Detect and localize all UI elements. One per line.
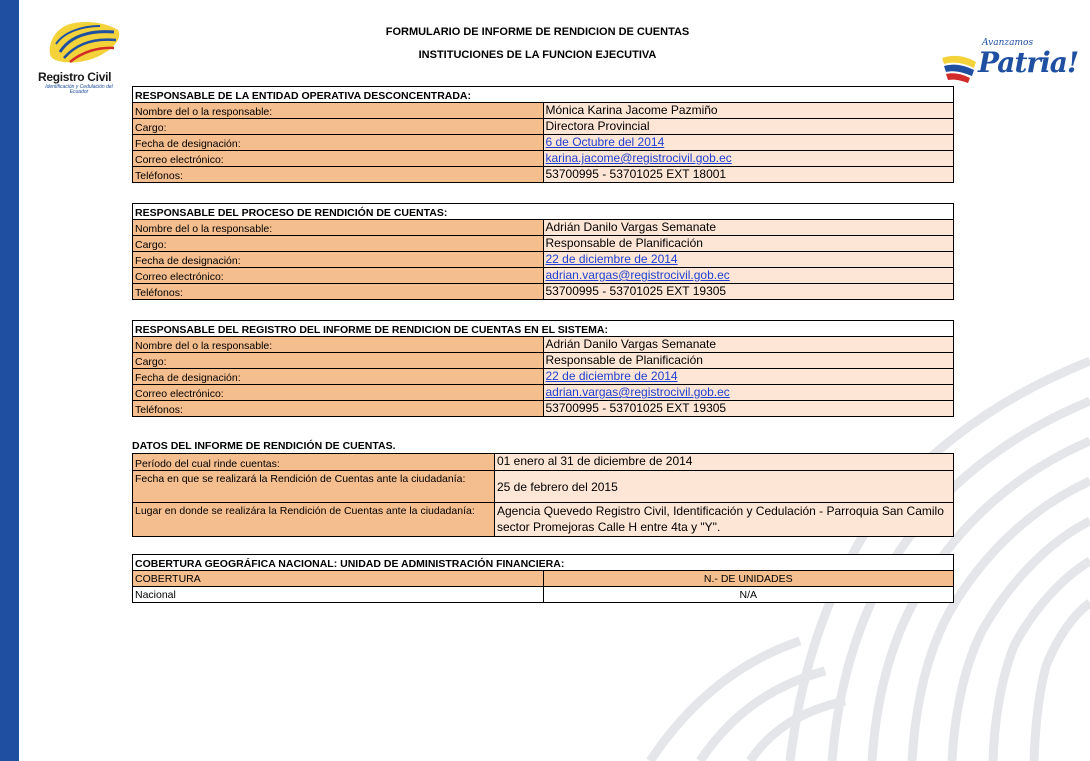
field-label: Correo electrónico:	[133, 151, 544, 167]
section-heading: RESPONSABLE DEL PROCESO DE RENDICIÓN DE CUENTAS:	[133, 204, 954, 220]
field-label: Fecha de designación:	[133, 369, 544, 385]
position-value: Responsable de Planificación	[543, 353, 954, 369]
field-label: Teléfonos:	[133, 401, 544, 417]
designation-date-link[interactable]: 22 de diciembre de 2014	[545, 369, 678, 383]
responsible-name-value: Mónica Karina Jacome Pazmiño	[543, 103, 954, 119]
field-label: Fecha de designación:	[133, 135, 544, 151]
designation-date-link[interactable]: 22 de diciembre de 2014	[545, 252, 678, 266]
field-label: Teléfonos:	[133, 284, 544, 300]
field-label: Nombre del o la responsable:	[133, 103, 544, 119]
coverage-column-header: COBERTURA	[133, 571, 544, 587]
entity-responsible-table	[132, 86, 954, 183]
report-data-table	[132, 453, 954, 537]
patria-text: Patria!	[978, 46, 1079, 79]
section-heading: RESPONSABLE DE LA ENTIDAD OPERATIVA DESCONCENTRADA:	[133, 87, 954, 103]
field-label: Cargo:	[133, 236, 544, 252]
left-accent-bar	[0, 0, 19, 761]
phones-value: 53700995 - 53701025 EXT 19305	[543, 284, 954, 300]
form-subtitle: INSTITUCIONES DE LA FUNCION EJECUTIVA	[418, 49, 657, 61]
system-registry-responsible-table	[132, 320, 954, 417]
responsible-name-value: Adrián Danilo Vargas Semanate	[543, 337, 954, 353]
position-value: Responsable de Planificación	[543, 236, 954, 252]
email-link[interactable]: adrian.vargas@registrocivil.gob.ec	[545, 385, 730, 399]
field-label: Correo electrónico:	[133, 268, 544, 284]
responsible-name-value: Adrián Danilo Vargas Semanate	[543, 220, 954, 236]
email-link[interactable]: karina.jacome@registrocivil.gob.ec	[545, 151, 732, 165]
designation-date-link[interactable]: 6 de Octubre del 2014	[545, 135, 665, 149]
units-column-header: N.- DE UNIDADES	[543, 571, 954, 587]
phones-value: 53700995 - 53701025 EXT 18001	[543, 167, 954, 183]
avanzamos-text: Avanzamos	[982, 38, 1034, 48]
registro-civil-logo-subtitle: Identificación y Cedulación del Ecuador	[45, 84, 113, 95]
report-period-value: 01 enero al 31 de diciembre de 2014	[495, 454, 954, 471]
report-place-value: Agencia Quevedo Registro Civil, Identificación y Cedulación - Parroquia San Camilo sector Promejoras Calle H entre 4ta y "Y".	[495, 503, 954, 537]
field-label: Cargo:	[133, 119, 544, 135]
section-heading: COBERTURA GEOGRÁFICA NACIONAL: UNIDAD DE ADMINISTRACIÓN FINANCIERA:	[133, 555, 954, 571]
field-label: Período del cual rinde cuentas:	[133, 454, 495, 471]
form-title: FORMULARIO DE INFORME DE RENDICION DE CUENTAS	[385, 26, 690, 38]
field-label: Nombre del o la responsable:	[133, 220, 544, 236]
field-label: Teléfonos:	[133, 167, 544, 183]
field-label: Nombre del o la responsable:	[133, 337, 544, 353]
accountability-process-responsible-table	[132, 203, 954, 300]
coverage-row-label: Nacional	[133, 587, 544, 603]
field-label: Lugar en donde se realizára la Rendición de Cuentas ante la ciudadanía:	[133, 503, 495, 537]
email-link[interactable]: adrian.vargas@registrocivil.gob.ec	[545, 268, 730, 282]
ecuador-map-icon	[30, 14, 130, 70]
field-label: Cargo:	[133, 353, 544, 369]
phones-value: 53700995 - 53701025 EXT 19305	[543, 401, 954, 417]
field-label: Fecha de designación:	[133, 252, 544, 268]
report-data-heading: DATOS DEL INFORME DE RENDICIÓN DE CUENTAS.	[132, 440, 396, 452]
field-label: Correo electrónico:	[133, 385, 544, 401]
field-label: Fecha en que se realizará la Rendición de Cuentas ante la ciudadanía:	[133, 471, 495, 503]
section-heading: RESPONSABLE DEL REGISTRO DEL INFORME DE RENDICION DE CUENTAS EN EL SISTEMA:	[133, 321, 954, 337]
registro-civil-logo-text: Registro Civil	[38, 70, 112, 84]
position-value: Directora Provincial	[543, 119, 954, 135]
coverage-table	[132, 554, 954, 603]
report-date-value: 25 de febrero del 2015	[495, 471, 954, 503]
avanzamos-patria-logo	[940, 36, 1079, 90]
units-row-value: N/A	[543, 587, 954, 603]
